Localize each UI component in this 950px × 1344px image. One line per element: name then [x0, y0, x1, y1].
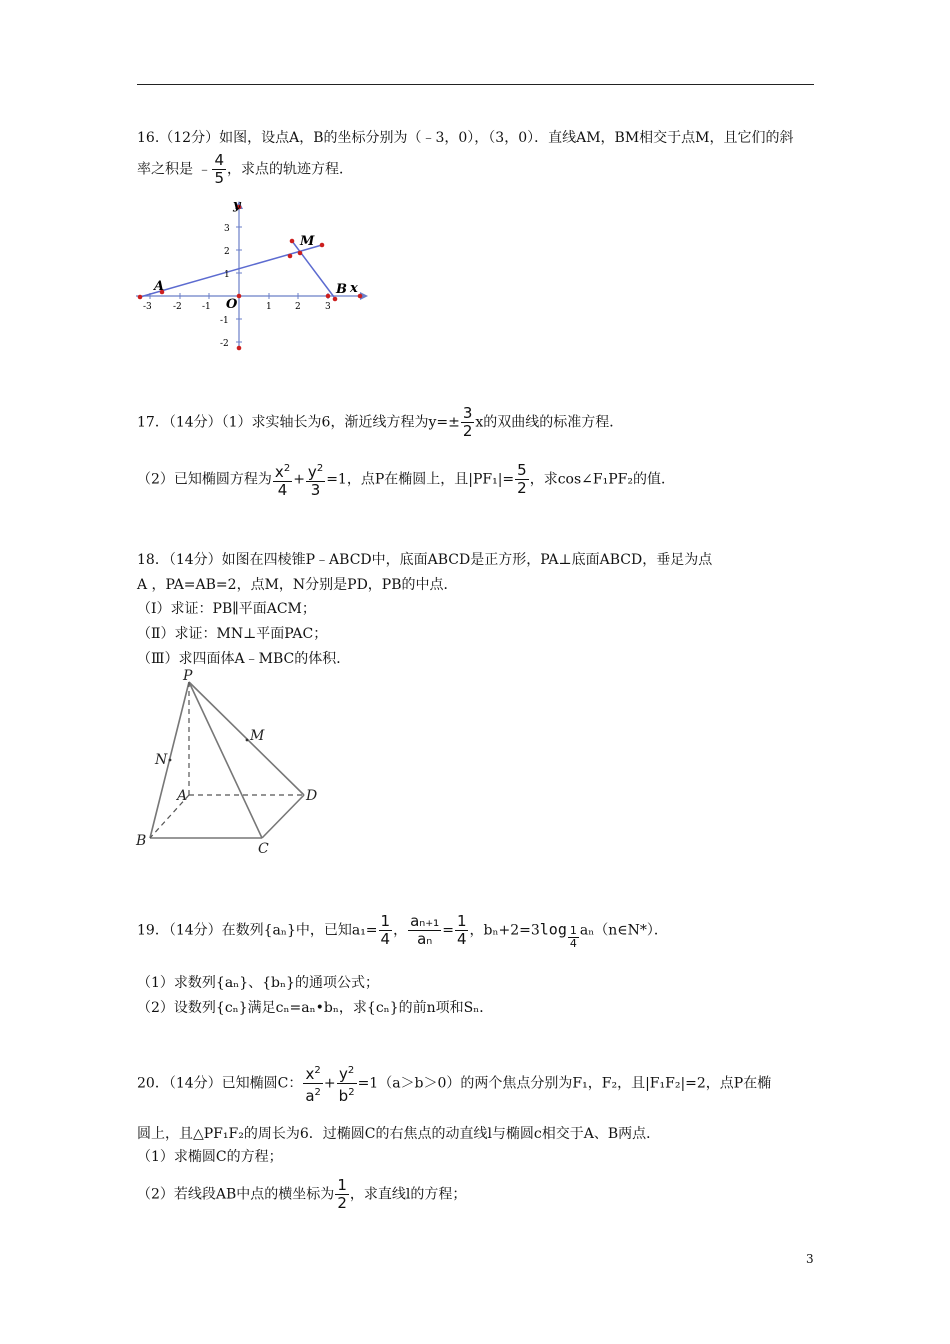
label-O: O: [226, 297, 238, 312]
q20-line2: 圆上，且△PF₁F₂的周长为6．过椭圆C的右焦点的动直线l与椭圆c相交于A、B两点．: [137, 1126, 661, 1142]
label-M: M: [250, 728, 265, 744]
q20-fraction-half: $\frac{1}{2}$: [337, 1176, 347, 1212]
q18-line1: 18．（14分）如图在四棱锥P﹣ABCD中，底面ABCD是正方形，PA⊥底面ABCD，垂足为点: [137, 552, 713, 568]
svg-text:3: 3: [325, 302, 331, 312]
q18-line4: （Ⅱ）求证：MN⊥平面PAC；: [137, 626, 328, 642]
q20-line3: （1）求椭圆C的方程；: [137, 1149, 283, 1165]
line-AM: [140, 245, 322, 297]
label-M: M: [300, 234, 315, 249]
q20-fraction-x2-a2: $\frac{x^2}{a^2}$: [303, 1062, 323, 1105]
svg-text:-2: -2: [220, 339, 229, 349]
label-B: B: [336, 282, 347, 297]
q19-fraction-quarter: $\frac{1}{4}$: [456, 912, 467, 948]
label-D: D: [306, 788, 318, 804]
line-BM: [292, 241, 334, 297]
q18-line3: （Ⅰ）求证：PB∥平面ACM；: [137, 601, 316, 617]
q16-figure: [132, 195, 372, 355]
svg-text:2: 2: [224, 247, 230, 257]
svg-text:3: 3: [224, 224, 230, 234]
q16-line1: 16.（12分）如图，设点A，B的坐标分别为（﹣3，0），（3，0）．直线AM，BM相交于点M，且它们的斜: [137, 130, 794, 146]
q19-line3: （2）设数列{cₙ}满足cₙ=aₙ•bₙ，求{cₙ}的前n项和Sₙ．: [137, 1000, 494, 1016]
q18-line5: （Ⅲ）求四面体A﹣MBC的体积．: [137, 651, 351, 667]
svg-text:2: 2: [295, 302, 301, 312]
q19-fraction-a1: $\frac{1}{4}$: [380, 912, 391, 948]
label-N: N: [155, 752, 168, 768]
page-number: 3: [806, 1252, 814, 1266]
q19-line2: （1）求数列{aₙ}、{bₙ}的通项公式；: [137, 975, 379, 991]
q17-fraction-y2-3: $\frac{y^2}{3}$: [306, 460, 325, 499]
svg-text:-1: -1: [202, 302, 211, 312]
q19-fraction-ratio: $\frac{\text{aₙ₊₁}}{\text{aₙ}}$: [410, 912, 440, 948]
label-P: P: [183, 668, 193, 684]
q17-fraction-5-2: $\frac{5}{2}$: [517, 461, 527, 497]
q16-minus: ﹣: [197, 161, 212, 178]
q18-line2: A ，PA=AB=2，点M，N分别是PD，PB的中点．: [137, 577, 458, 593]
q17-fraction-3-2: $\frac{3}{2}$: [462, 404, 473, 440]
label-A: A: [154, 279, 165, 294]
svg-text:-3: -3: [143, 302, 152, 312]
label-C: C: [258, 841, 269, 857]
label-x: x: [350, 281, 358, 296]
header-rule: [137, 84, 814, 85]
svg-text:-1: -1: [220, 316, 229, 326]
svg-text:1: 1: [266, 302, 272, 312]
svg-text:1: 1: [224, 270, 230, 280]
q19-line1: 19．（14分）在数列{aₙ}中，已知a₁= $\frac{1}{4}$ ， $\frac{\text{aₙ₊₁}}{\text{aₙ}}$ = $\frac{1}{4}$ ，bₙ+2=3log $\frac{1}{4}$ aₙ（n∈N*）．: [137, 912, 668, 950]
q16-line2: 率之积是 ﹣ $\frac{4}{5}$ ，求点的轨迹方程．: [137, 151, 353, 187]
label-y: y: [233, 198, 241, 213]
q17-part1: 17．（14分）（1）求实轴长为6，渐近线方程为y=± $\frac{3}{2}$ x的双曲线的标准方程．: [137, 404, 624, 440]
q17-part2: （2）已知椭圆方程为 $\frac{x^2}{4}$ + $\frac{y^2}{3}$ =1，点P在椭圆上，且|PF₁|= $\frac{5}{2}$ ，求cos∠F₁PF₂的值．: [137, 461, 675, 499]
q20-fraction-y2-b2: $\frac{y^2}{b^2}$: [337, 1062, 357, 1105]
svg-text:-2: -2: [173, 302, 182, 312]
q18-pyramid-figure: [132, 668, 332, 858]
q20-line1: 20．（14分）已知椭圆C： $\frac{x^2}{a^2}$ + $\frac{y^2}{b^2}$ =1（a＞b＞0）的两个焦点分别为F₁，F₂，且|F₁F₂|=2，点P在椭: [137, 1062, 771, 1105]
q20-line4: （2）若线段AB中点的横坐标为 $\frac{1}{2}$ ，求直线l的方程；: [137, 1176, 467, 1212]
label-A: A: [177, 788, 188, 804]
label-B: B: [136, 833, 147, 849]
q17-fraction-x2-4: $\frac{x^2}{4}$: [273, 460, 292, 499]
q16-fraction: $\frac{4}{5}$: [214, 151, 224, 187]
q19-log-base: $\frac{1}{4}$: [569, 923, 577, 950]
